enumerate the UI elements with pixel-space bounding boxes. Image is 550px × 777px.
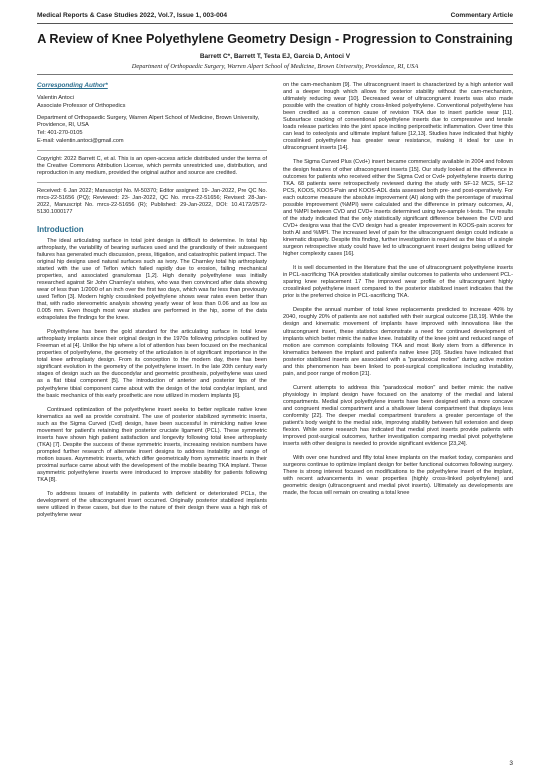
contact-name: Valentin Antoci: [37, 95, 74, 102]
contact-block: [37, 95, 267, 145]
copyright-rule: [37, 182, 267, 183]
article-type: Commentary Article: [450, 12, 513, 19]
contact-phone: Tel: 401-270-0105: [37, 130, 83, 137]
article-title: A Review of Knee Polyethylene Geometry Design - Progression to Constraining: [37, 32, 513, 46]
author-list: Barrett C*, Barrett T, Testa EJ, Garcia D, Antoci V: [199, 53, 351, 60]
introduction-heading: Introduction: [37, 224, 84, 234]
body-paragraph: Continued optimization of the polyethylene insert seeks to better replicate native knee kinematics as well as provide constraint. The use of posterior stabilized symmetric inserts, such as the Sigma Curved (Cvd) design, have been successful in mimicking native knee movement for patient's retaining their posterior cruciate ligament (PCL). These symmetric inserts have shown high patient satisfaction and longevity following total knee arthroplasty (TKA) [7]. Despite the success of these symmetric inserts, increasing revision numbers have prompted further research of alternate insert designs to address instability and range of motion issues. Asymmetric inserts, which differ geometrically from symmetric inserts in their proximal surface came about with the development of the mobile bearing TKA implant. These asymmetric polyethylene inserts were introduced to improve stability for patients following TKA [8].: [37, 406, 267, 484]
corresponding-author-heading: Corresponding Author*: [37, 82, 108, 89]
left-column: [37, 82, 267, 526]
contact-department: Department of Orthopaedic Surgery, Warren Alpert School of Medicine, Brown University, Providence, RI, USA: [37, 114, 260, 129]
title-divider: [37, 74, 513, 75]
body-paragraph: The ideal articulating surface in total joint design is difficult to determine. In total hip arthroplasty, the variability of bearing surfaces used and the grandiosity of their subsequent failures has generated much discussion, press, litigation, and catastrophic patient impact. The original hip designs used natural surfaces such as ivory. The Charnley total hip arthroplasty started with the use of Teflon which failed rapidly due to erosion, failing mechanical properties, and associated granulomas [1,2]. High density polyethylene was initially researched against Sir John Charnley's wishes, who was then convinced after data showing wear of less than 1/2000 of an inch over the first two days, which was far less than previously used Teflon [3]. Modern highly crosslinked polyethylene shows wear rates even better than that, with radio stereometric analysis showing yearly wear of less than 0.06 and as low as 0.005 mm. Even though most wear studies are performed in the hip, some of the data extrapolates the findings for the knee.: [37, 237, 267, 322]
body-paragraph: Despite the annual number of total knee replacements predicted to increase 40% by 2040, roughly 20% of patients are not satisfied with their surgical outcome [18,19]. While the design and kinematic movement of implants have improved with innovations like the ultracongruent insert, these statistics demonstrate a need for continued development of implants which better mimic the native knee. Instability of the knee joint and reduced range of motion are common complaints following TKA and most likely stem from a difference in kinematics between the implant and patient's native knee [20]. Studies have indicated that posterior stabilized inserts are associated with a "paradoxical motion" during active motion and this phenomenon has been linked to post-surgical complications including instability, pain, and poor range of motion [21].: [283, 307, 513, 377]
body-paragraph: With over one hundred and fifty total knee implants on the market today, companies and surgeons continue to optimize implant design for better functional outcomes following surgery. There is strong interest focused on modifications to the polyethylene insert of the implant, with recent advancements in wear properties (highly cross-linked polyethylene) and geometric design (ultracongruent and medial pivot inserts). Ultimately as developments are made, the focus will remain on creating a total knee: [283, 455, 513, 497]
contact-email: E-mail: valentin.antoci@gmail.com: [37, 137, 124, 144]
body-paragraph: Polyethylene has been the gold standard for the articulating surface in total knee arthroplasty implants since their original design in the 1970s following principles outlined by Freeman et al [4]. Unlike the hip where a lot of attention has been focused on the mechanical properties of polyethylene, the geometry of the articulation is of significant importance in the total knee arthroplasty design. From its conception to the modern day, there has been significant evolution in the geometry of the polyethylene insert. In the late 20th century early stages of design such as the duocondylar and geometric prosthesis, polyethylene was used as a flat tibial component [5]. The introduction of anterior and posterior lips of the polyethylene tibial component came about with the design of the total condylar implant, and the basic mechanics of this early prosthetic are now utilized in modern implants [6].: [37, 329, 267, 399]
body-paragraph: Current attempts to address this "paradoxical motion" and better mimic the native physiology in implant design have focused on the anatomy of the medial and lateral compartments. Medial pivot polyethylene inserts have been designed with a more concave and congruent medial compartment and a shallower lateral compartment that displays less conformity [22]. The deeper medial compartment transfers a greater percentage of the patient's body weight to the medial side, improving stability between full extension and deep flexion. While some research has indicated that medial pivot inserts provide patients with improved post-surgical outcomes, further investigation comparing medial pivot polyethylene inserts with other designs is needed to provide significant evidence [23,24].: [283, 384, 513, 448]
body-paragraph: The Sigma Curved Plus (Cvd+) insert became commercially available in 2004 and follows the design features of other ultracongruent inserts [15]. Our study looked at the difference in outcomes for patients who received either the Sigma Cvd or Cvd+ polyethylene inserts during TKA. 68 patients were retrospectively reviewed during the study with SF-12 MCS, SF-12 PCS, KOOS, KOOS-Pain and KOOS-ADL data assessed both pre- and post-operatively. For each outcome measure the absolute improvement (AI) along with the percentage of maximal possible improvement (%MPI) were calculated and the difference in primary outcomes, AI, and %MPI between CVD and CVD+ inserts determined using two-sample t-tests. The results of the study indicated that the only statistically significant difference between the CVD and CVD+ designs was that the CVD design had a greater improvement in KOOS-pain scores for both AI and %MPI. The increased level of pain for the ultracongruent design could indicate a kinematic disparity. Despite this finding, further investigation is required as the bias of a single surgeon retrospective study could have led to ultracongruent insert designs being utilized for higher complexity cases [16].: [283, 159, 513, 258]
journal-info: Medical Reports & Case Studies 2022, Vol.7, Issue 1, 003-004: [37, 12, 228, 19]
contact-position: Associate Professor of Orthopedics: [37, 102, 126, 109]
body-paragraph: It is well documented in the literature that the use of ultracongruent polyethylene inserts in PCL-sacrificing TKA provides statistically similar outcomes to patients who underwent PCL-sparing knee replacement 17 The improved wear profile of the ultracongruent highly crosslinked polyethylene insert compared to the posterior stabilized insert indicates that the prior is the preferred choice in PCL-sacrificing TKA.: [283, 265, 513, 300]
affiliation: Department of Orthopaedic Surgery, Warren Alpert School of Medicine, Brown University, Providence, RI, USA: [131, 63, 419, 70]
page-number: 3: [509, 760, 513, 767]
right-column: [283, 82, 513, 505]
contact-rule: [37, 150, 267, 151]
body-paragraph: To address issues of instability in patients with deficient or deteriorated PCLs, the development of the ultracongruent insert occurred. Originally posterior stabilized implants were utilized in these cases, but due to the nature of their design there was a high risk of polyethylene wear: [37, 491, 267, 519]
body-paragraph: on the cam-mechanism [9]. The ultracongruent insert is characterized by a high anterior wall and a deeper trough which allows for posterior stability without the cam-mechanism, ultimately reducing wear [10]. Decreased wear of ultracongruent inserts was also made possible with the creation of highly cross-linked polyethylene. Conventional polyethylene has been credited as a common cause of revision TKA due to insert particle wear [11]. Subsurface cracking of conventional polyethylene inserts due to compressive and tensile loads release particles into the joint space inciting periprosthetic inflammation. Over time this can lead to osteolysis and ultimate implant failure [12,13]. Studies have indicated that highly crosslinked polyethylene has greater wear resistance, making it ideal for use in ultracongruent inserts [14].: [283, 82, 513, 152]
copyright-notice: Copyright: 2022 Barrett C, et al. This is an open-access article distributed under the terms of the Creative Commons Attribution License, which permits unrestricted use, distribution, and reproduction in any medium, provided the original author and source are credited.: [37, 156, 267, 177]
received-dates: Received: 6 Jan 2022; Manuscript No. M-50370; Editor assigned: 19- Jan-2022, Pre QC No. mrcs-22-51656 (PQ); Reviewed: 23- Jan-2022, QC No. mrcs-22-51656; Revised: 28-Jan-2022, Manuscript No. mrcs-22-51656 (R); Published: 29-Jan-2022, DOI: 10.4172/2572-5130.1000177: [37, 188, 267, 216]
running-header: [37, 12, 513, 24]
